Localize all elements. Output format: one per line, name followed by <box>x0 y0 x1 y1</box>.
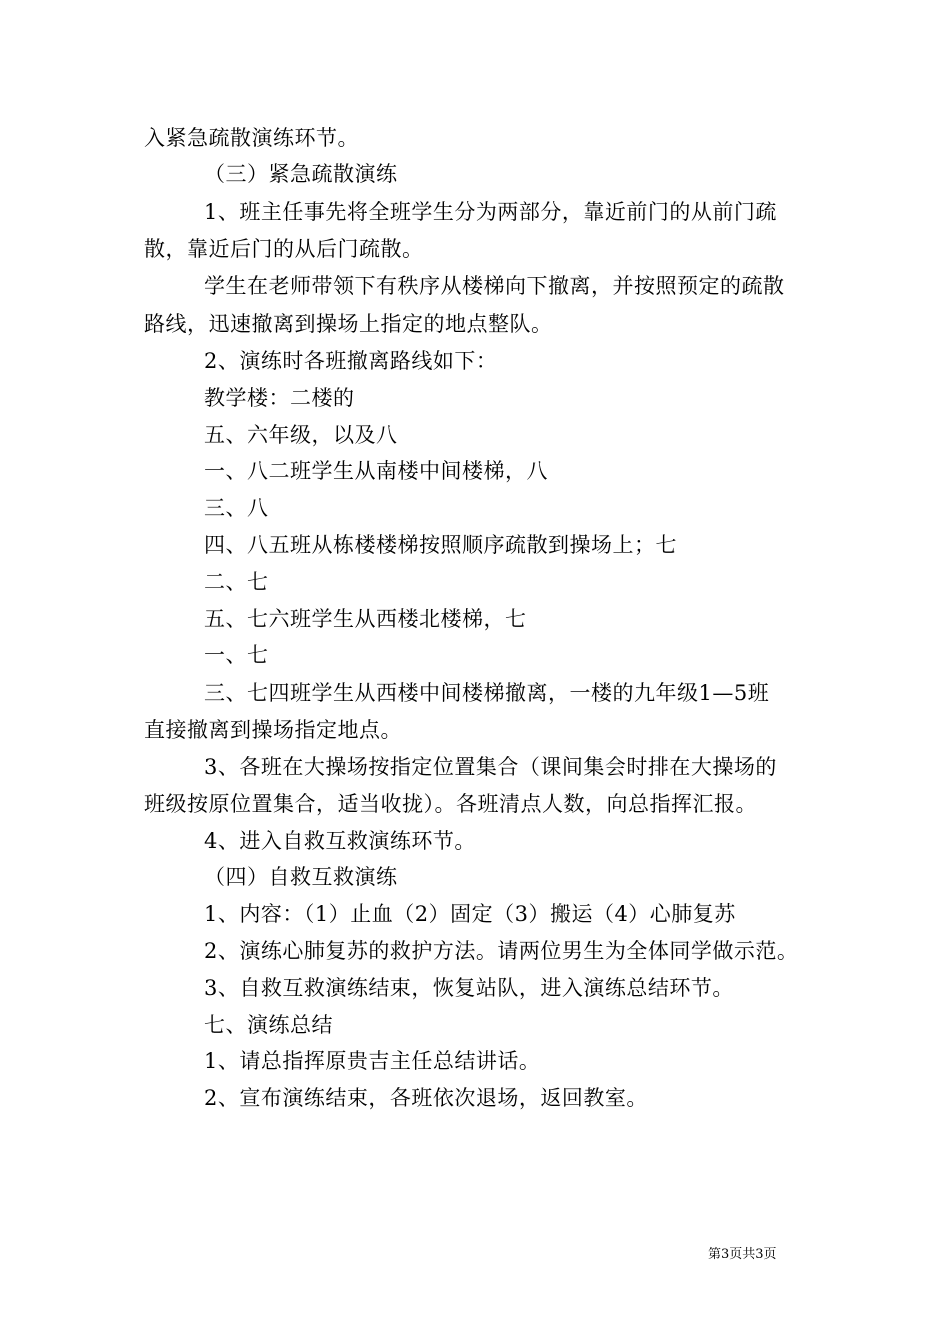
text-line: 三、七四班学生从西楼中间楼梯撤离，一楼的九年级1—5班 <box>204 681 770 705</box>
text-line: 3、自救互救演练结束，恢复站队，进入演练总结环节。 <box>204 976 734 1000</box>
text-line: 学生在老师带领下有秩序从楼梯向下撤离，并按照预定的疏散 <box>204 274 785 298</box>
page-number: 第3页共3页 <box>708 1247 777 1262</box>
text-line: 一、八二班学生从南楼中间楼梯，八 <box>204 459 548 483</box>
section-heading: （三）紧急疏散演练 <box>204 162 398 186</box>
text-line: 入紧急疏散演练环节。 <box>144 126 359 150</box>
section-heading: （四）自救互救演练 <box>204 865 398 889</box>
text-line: 二、七 <box>204 570 269 594</box>
text-line: 五、六年级，以及八 <box>204 423 398 447</box>
text-line: 四、八五班从栋楼楼梯按照顺序疏散到操场上；七 <box>204 533 677 557</box>
section-heading: 七、演练总结 <box>204 1013 333 1037</box>
text-line: 三、八 <box>204 496 269 520</box>
text-line: 3、各班在大操场按指定位置集合（课间集会时排在大操场的 <box>204 755 777 779</box>
text-line: 散，靠近后门的从后门疏散。 <box>144 237 424 261</box>
text-line: 路线，迅速撤离到操场上指定的地点整队。 <box>144 312 553 336</box>
text-line: 教学楼：二楼的 <box>204 386 355 410</box>
text-line: 2、宣布演练结束，各班依次退场，返回教室。 <box>204 1086 648 1110</box>
text-line: 班级按原位置集合，适当收拢）。各班清点人数，向总指挥汇报。 <box>144 792 757 816</box>
text-line: 1、内容：（1）止血（2）固定（3）搬运（4）心肺复苏 <box>204 902 736 926</box>
text-line: 4、进入自救互救演练环节。 <box>204 829 476 853</box>
text-line: 1、请总指挥原贵吉主任总结讲话。 <box>204 1049 541 1073</box>
text-line: 五、七六班学生从西楼北楼梯，七 <box>204 607 527 631</box>
text-line: 直接撤离到操场指定地点。 <box>144 718 402 742</box>
text-line: 一、七 <box>204 643 269 667</box>
text-line: 2、演练时各班撤离路线如下： <box>204 349 498 373</box>
text-line: 2、演练心肺复苏的救护方法。请两位男生为全体同学做示范。 <box>204 939 799 963</box>
text-line: 1、班主任事先将全班学生分为两部分，靠近前门的从前门疏 <box>204 200 777 224</box>
